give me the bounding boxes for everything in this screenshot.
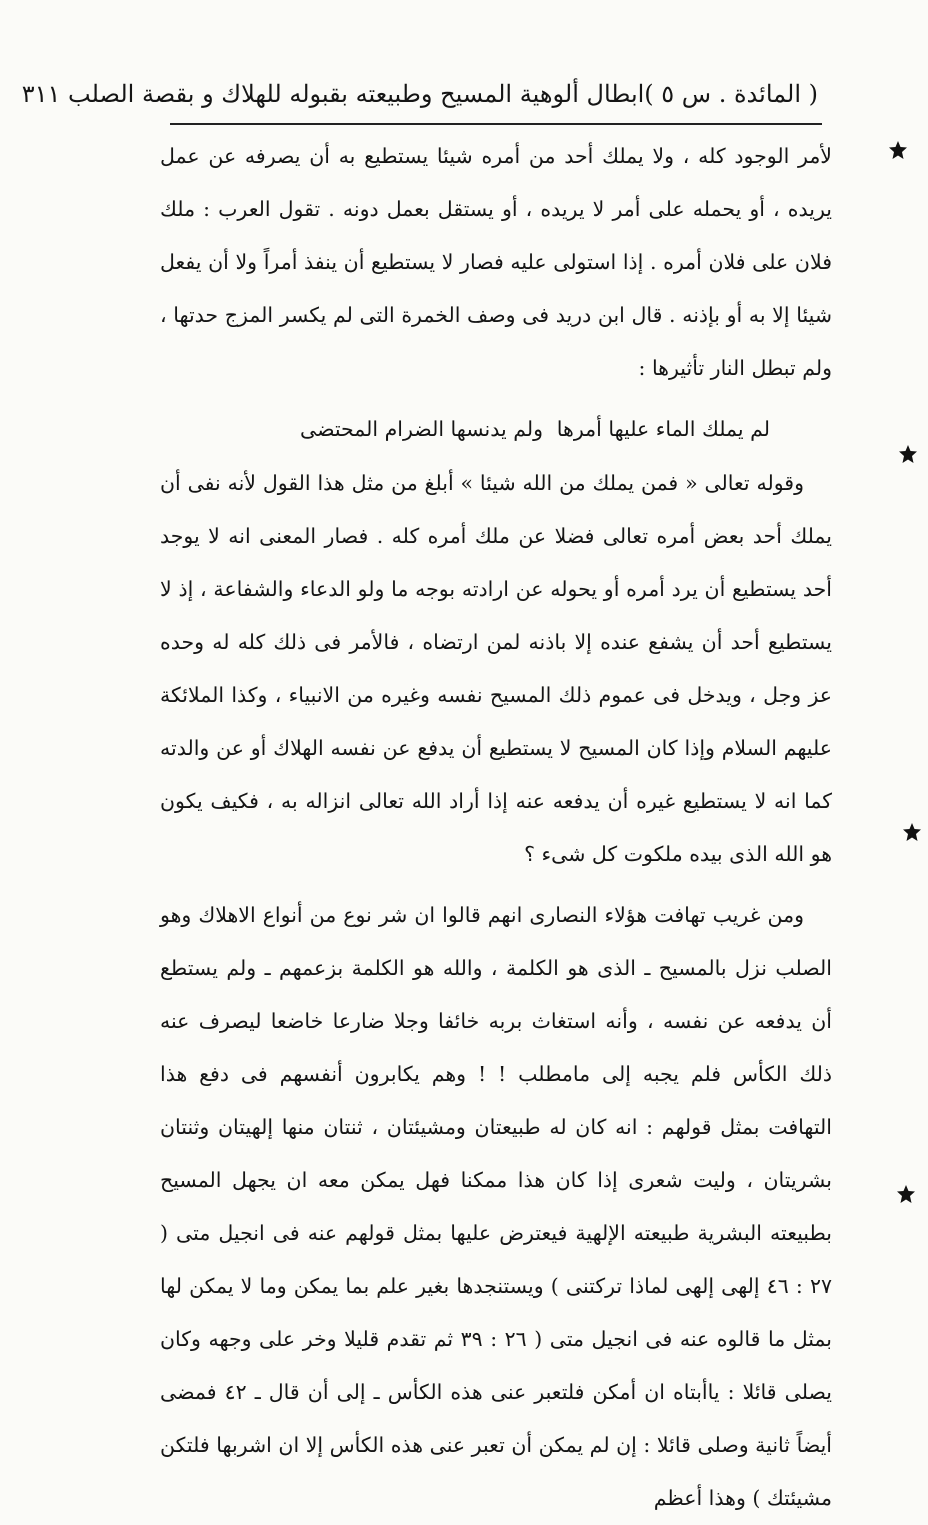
verse-first-hemistich: لم يملك الماء عليها أمرها <box>556 417 770 441</box>
margin-mark-icon <box>896 1184 916 1204</box>
paragraph-1: لأمر الوجود كله ، ولا يملك أحد من أمره شيئا يستطيع به أن يصرفه عن عمل يريده ، أو يحمله على أمر لا يريده ، أو يستقل بعمل دونه . تقول العرب : ملك فلان على فلان أمره . إذا استولى عليه فصار لا يستطيع أن ينفذ أمراً ولا أن يفعل شيئا إلا به أو بإذنه . قال ابن دريد فى وصف الخمرة التى لم يكسر المزج حدتها ، ولم تبطل النار تأثيرها : <box>160 144 832 380</box>
margin-mark-icon <box>902 822 922 842</box>
paragraph-2: وقوله تعالى « فمن يملك من الله شيئا » أبلغ من مثل هذا القول لأنه نفى أن يملك أحد بعض أمره تعالى فضلا عن ملك أمره كله . فصار المعنى انه لا يوجد أحد يستطيع أن يرد أمره أو يحوله عن ارادته بوجه ما ولو الدعاء والشفاعة ، إذ لا يستطيع أحد أن يشفع عنده إلا باذنه لمن ارتضاه ، فالأمر فى ذلك كله له وحده عز وجل ، ويدخل فى عموم ذلك المسيح نفسه وغيره من الانبياء ، وكذا الملائكة عليهم السلام وإذا كان المسيح لا يستطيع أن يدفع عن نفسه الهلاك أو عن والدته كما انه لا يستطيع غيره أن يدفعه عنه إذا أراد الله تعالى انزاله به ، فكيف يكون هو الله الذى بيده ملكوت كل شىء ؟ <box>160 471 832 866</box>
body-text <box>160 130 832 1525</box>
running-header: ( المائدة . س ٥ )ابطال ألوهية المسيح وطبيعته بقبوله للهلاك و بقصة الصلب ٣١١ <box>21 80 818 108</box>
paragraph-3: ومن غريب تهافت هؤلاء النصارى انهم قالوا ان شر نوع من أنواع الاهلاك وهو الصلب نزل بالمسيح ـ الذى هو الكلمة ، والله هو الكلمة بزعمهم ـ ولم يستطع أن يدفعه عن نفسه ، وأنه استغاث بربه خائفا وجلا ضارعا خاضعا ليصرف عنه ذلك الكأس فلم يجبه إلى مامطلب ! ! وهم يكابرون أنفسهم فى دفع هذا التهافت بمثل قولهم : انه كان له طبيعتان ومشيئتان ، ثنتان منها إلهيتان وثنتان بشريتان ، وليت شعرى إذا كان هذا ممكنا فهل يمكن معه ان يجهل المسيح بطبيعته البشرية طبيعته الإلهية فيعترض عليها بمثل قولهم عنه فى انجيل متى ( ٢٧ : ٤٦ إلهى إلهى لماذا تركتنى ) ويستنجدها بغير علم بما يمكن وما لا يمكن لها بمثل ما قالوه عنه فى انجيل متى ( ٢٦ : ٣٩ ثم تقدم قليلا وخر على وجهه وكان يصلى قائلا : ياأبتاه ان أمكن فلتعبر عنى هذه الكأس ـ إلى أن قال ـ ٤٢ فمضى أيضاً ثانية وصلى قائلا : إن لم يمكن أن تعبر عنى هذه الكأس إلا ان اشربها فلتكن مشيئتك ) وهذا أعظم <box>160 903 832 1510</box>
margin-mark-icon <box>888 140 908 160</box>
header-rule <box>170 123 822 125</box>
margin-mark-icon <box>898 444 918 464</box>
verse-line <box>160 403 832 455</box>
verse-second-hemistich: ولم يدنسها الضرام المحتضى <box>300 417 543 441</box>
